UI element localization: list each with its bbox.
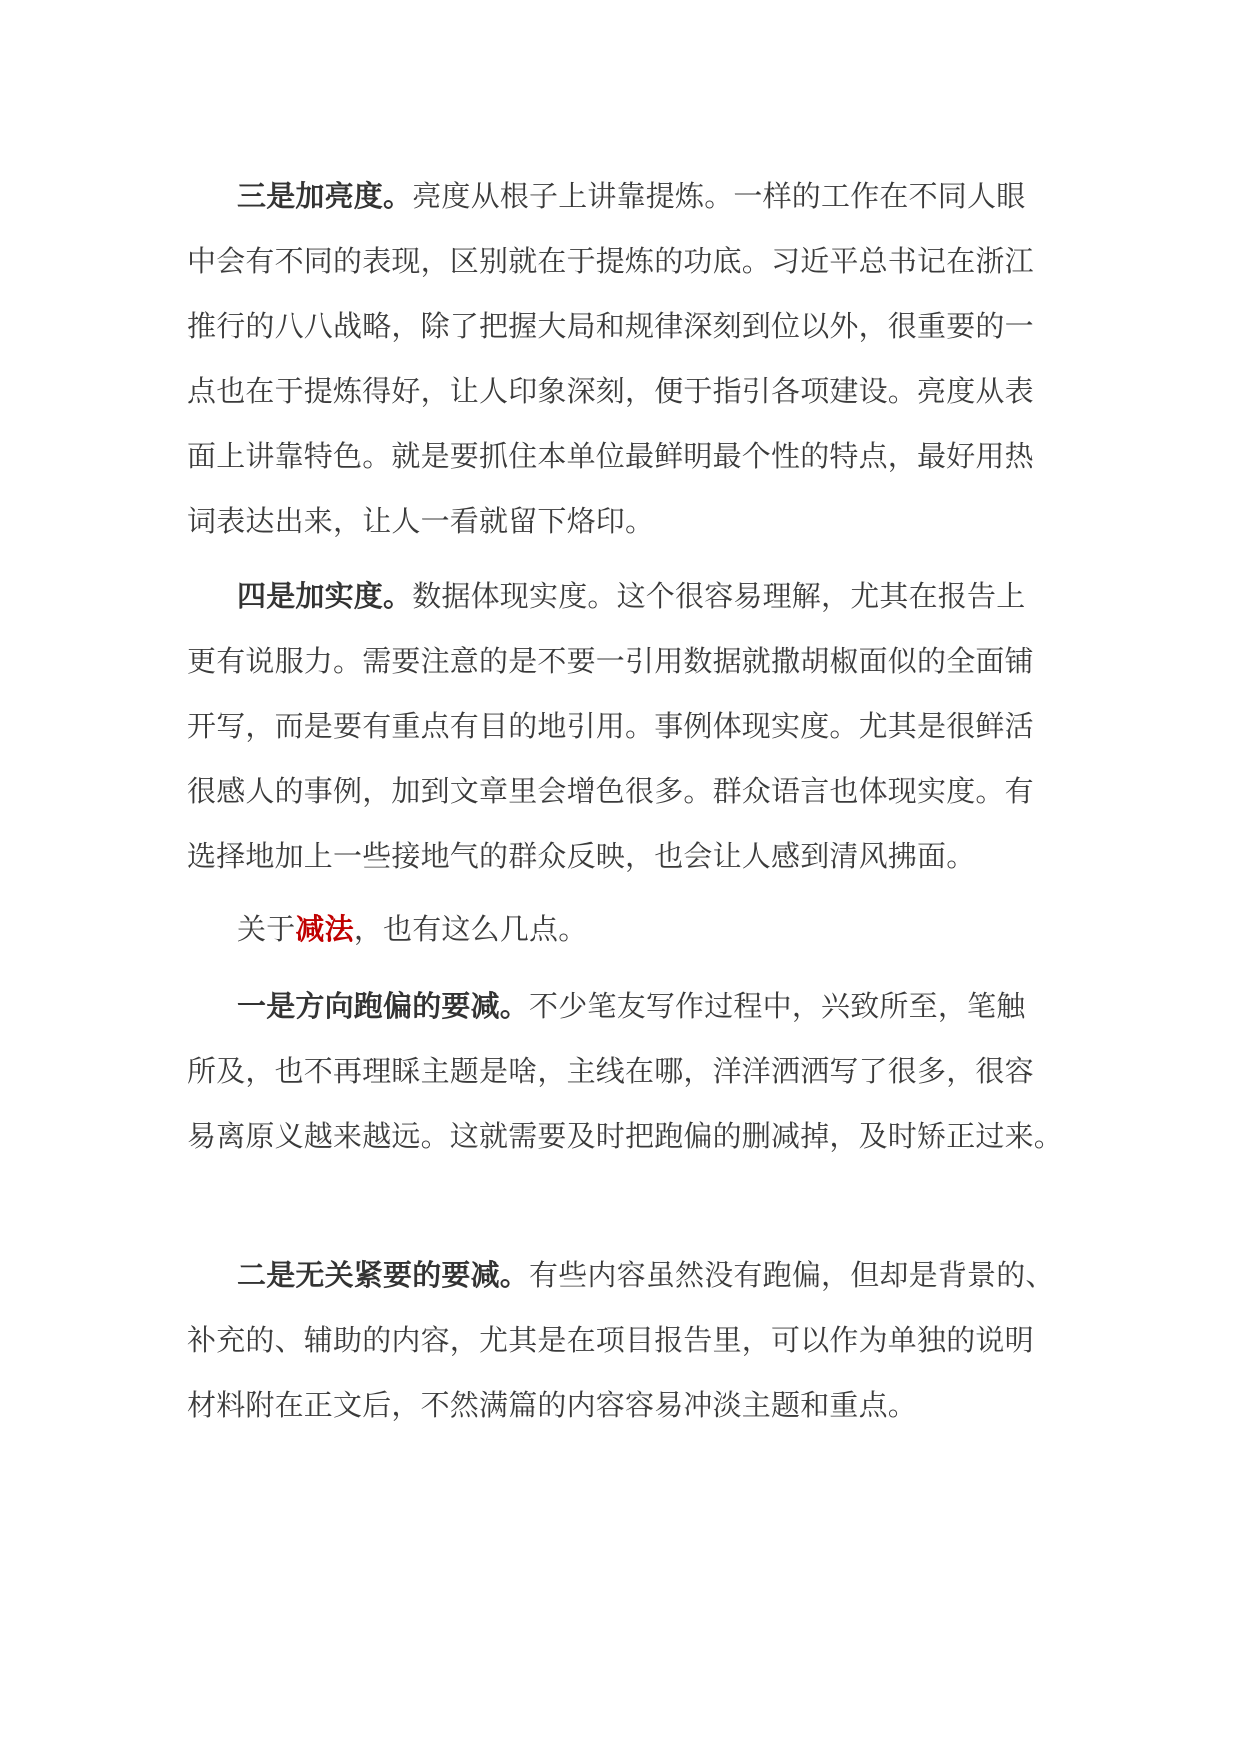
paragraph-line: 所及，也不再理睬主题是啥，主线在哪，洋洋洒洒写了很多，很容 <box>187 1054 1034 1088</box>
paragraph-off-track <box>187 974 1067 1169</box>
paragraph-line: 词表达出来，让人一看就留下烙印。 <box>187 504 655 538</box>
paragraph-line: 二是无关紧要的要减。有些内容虽然没有跑偏，但却是背景的、 <box>237 1258 1055 1292</box>
paragraph-lead: 四是加实度。 <box>237 579 413 613</box>
paragraph-line: 补充的、辅助的内容，尤其是在项目报告里，可以作为单独的说明 <box>187 1323 1034 1357</box>
paragraph-lead: 二是无关紧要的要减。 <box>237 1258 530 1292</box>
paragraph-lead: 一是方向跑偏的要减。 <box>237 989 530 1023</box>
paragraph-line: 三是加亮度。亮度从根子上讲靠提炼。一样的工作在不同人眼 <box>237 179 1026 213</box>
highlight-subtraction: 减法 <box>295 912 354 946</box>
paragraph-line: 很感人的事例，加到文章里会增色很多。群众语言也体现实度。有 <box>187 774 1034 808</box>
paragraph-line: 选择地加上一些接地气的群众反映，也会让人感到清风拂面。 <box>187 839 976 873</box>
paragraph-line: 易离原义越来越远。这就需要及时把跑偏的删减掉，及时矫正过来。 <box>187 1119 1064 1153</box>
paragraph-substance <box>187 564 1067 889</box>
paragraph-line: 一是方向跑偏的要减。不少笔友写作过程中，兴致所至，笔触 <box>237 989 1026 1023</box>
paragraph-line: 开写，而是要有重点有目的地引用。事例体现实度。尤其是很鲜活 <box>187 709 1034 743</box>
paragraph-line: 中会有不同的表现，区别就在于提炼的功底。习近平总书记在浙江 <box>187 244 1034 278</box>
paragraph-line: 点也在于提炼得好，让人印象深刻，便于指引各项建设。亮度从表 <box>187 374 1034 408</box>
paragraph-line: 更有说服力。需要注意的是不要一引用数据就撒胡椒面似的全面铺 <box>187 644 1034 678</box>
paragraph-line: 推行的八八战略，除了把握大局和规律深刻到位以外，很重要的一 <box>187 309 1034 343</box>
paragraph-lead: 三是加亮度。 <box>237 179 413 213</box>
paragraph-line: 四是加实度。数据体现实度。这个很容易理解，尤其在报告上 <box>237 579 1026 613</box>
paragraph-subtraction-intro <box>187 897 1067 962</box>
paragraph-irrelevant <box>187 1243 1067 1438</box>
paragraph-brightness <box>187 164 1067 554</box>
paragraph-line: 材料附在正文后，不然满篇的内容容易冲淡主题和重点。 <box>187 1388 918 1422</box>
paragraph-line: 关于减法，也有这么几点。 <box>237 912 588 946</box>
paragraph-line: 面上讲靠特色。就是要抓住本单位最鲜明最个性的特点，最好用热 <box>187 439 1034 473</box>
